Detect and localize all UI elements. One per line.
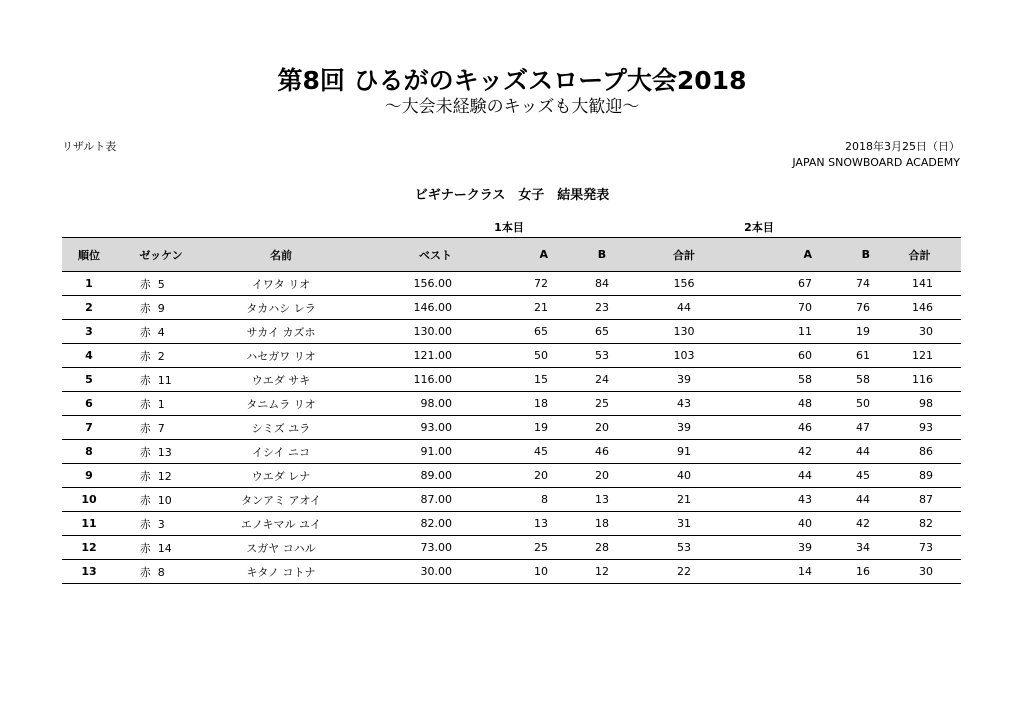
run1-total-cell: 43 <box>646 392 722 416</box>
run1-b-cell: 28 <box>558 536 646 560</box>
bib-number: 1 <box>157 397 165 411</box>
run1-total-cell: 53 <box>646 536 722 560</box>
run2-b-cell: 44 <box>822 440 878 464</box>
run1-b-cell: 84 <box>558 272 646 296</box>
best-cell: 91.00 <box>356 440 458 464</box>
bib-cell <box>116 512 206 536</box>
run1-a-cell: 15 <box>458 368 558 392</box>
name-cell: イシイ ニコ <box>206 440 356 464</box>
run2-b-cell: 74 <box>822 272 878 296</box>
run1-b-cell: 46 <box>558 440 646 464</box>
run2-a-cell: 60 <box>722 344 822 368</box>
rank-cell: 10 <box>62 488 116 512</box>
table-row <box>62 440 961 464</box>
run1-total-cell: 103 <box>646 344 722 368</box>
run1-total-cell: 31 <box>646 512 722 536</box>
table-row <box>62 560 961 584</box>
name-cell: タンアミ アオイ <box>206 488 356 512</box>
document-label: リザルト表 <box>62 140 117 153</box>
run1-b-cell: 13 <box>558 488 646 512</box>
run1-a-cell: 19 <box>458 416 558 440</box>
class-title: ビギナークラス 女子 結果発表 <box>414 188 610 203</box>
col-header-run1-a: A <box>458 238 558 272</box>
bib-cell <box>116 464 206 488</box>
bib-number: 11 <box>157 373 172 387</box>
name-cell: サカイ カズホ <box>206 320 356 344</box>
event-date: 2018年3月25日（日） <box>845 140 960 153</box>
bib-color: 赤 <box>139 493 151 507</box>
bib-number: 10 <box>157 493 172 507</box>
run2-b-cell: 34 <box>822 536 878 560</box>
rank-cell: 9 <box>62 464 116 488</box>
run2-a-cell: 67 <box>722 272 822 296</box>
bib-color: 赤 <box>139 541 151 555</box>
run2-total-cell: 73 <box>878 536 961 560</box>
run2-a-cell: 58 <box>722 368 822 392</box>
run1-b-cell: 20 <box>558 464 646 488</box>
run2-total-cell: 89 <box>878 464 961 488</box>
rank-cell: 7 <box>62 416 116 440</box>
best-cell: 73.00 <box>356 536 458 560</box>
rank-cell: 12 <box>62 536 116 560</box>
run1-a-cell: 21 <box>458 296 558 320</box>
run1-total-cell: 156 <box>646 272 722 296</box>
run2-total-cell: 98 <box>878 392 961 416</box>
bib-cell <box>116 440 206 464</box>
rank-cell: 6 <box>62 392 116 416</box>
run2-b-cell: 44 <box>822 488 878 512</box>
rank-cell: 11 <box>62 512 116 536</box>
run2-total-cell: 141 <box>878 272 961 296</box>
run1-b-cell: 65 <box>558 320 646 344</box>
run2-b-cell: 45 <box>822 464 878 488</box>
run2-a-cell: 14 <box>722 560 822 584</box>
run2-a-cell: 70 <box>722 296 822 320</box>
run1-total-cell: 21 <box>646 488 722 512</box>
table-row <box>62 416 961 440</box>
bib-number: 3 <box>157 517 165 531</box>
name-cell: エノキマル ユイ <box>206 512 356 536</box>
bib-cell <box>116 536 206 560</box>
bib-cell <box>116 392 206 416</box>
header-row <box>62 238 961 272</box>
run2-b-cell: 42 <box>822 512 878 536</box>
table-row <box>62 320 961 344</box>
run1-total-cell: 22 <box>646 560 722 584</box>
run1-total-cell: 40 <box>646 464 722 488</box>
run2-total-cell: 82 <box>878 512 961 536</box>
table-row <box>62 272 961 296</box>
name-cell: ウエダ サキ <box>206 368 356 392</box>
best-cell: 89.00 <box>356 464 458 488</box>
bib-cell <box>116 272 206 296</box>
col-header-run2-total: 合計 <box>878 238 961 272</box>
run1-a-cell: 8 <box>458 488 558 512</box>
run1-a-cell: 10 <box>458 560 558 584</box>
run1-b-cell: 25 <box>558 392 646 416</box>
table-row <box>62 512 961 536</box>
run1-a-cell: 72 <box>458 272 558 296</box>
rank-cell: 2 <box>62 296 116 320</box>
col-header-run1-b: B <box>558 238 646 272</box>
run1-b-cell: 18 <box>558 512 646 536</box>
run1-a-cell: 18 <box>458 392 558 416</box>
run1-a-cell: 45 <box>458 440 558 464</box>
bib-color: 赤 <box>139 517 151 531</box>
run2-total-cell: 116 <box>878 368 961 392</box>
best-cell: 156.00 <box>356 272 458 296</box>
rank-cell: 1 <box>62 272 116 296</box>
run1-a-cell: 50 <box>458 344 558 368</box>
rank-cell: 3 <box>62 320 116 344</box>
name-cell: シミズ ユラ <box>206 416 356 440</box>
table-row <box>62 368 961 392</box>
col-header-name: 名前 <box>206 238 356 272</box>
col-header-bib: ゼッケン <box>116 238 206 272</box>
bib-number: 14 <box>157 541 172 555</box>
run2-b-cell: 61 <box>822 344 878 368</box>
bib-number: 9 <box>157 301 165 315</box>
name-cell: タニムラ リオ <box>206 392 356 416</box>
run2-b-cell: 47 <box>822 416 878 440</box>
col-header-rank: 順位 <box>62 238 116 272</box>
run2-a-cell: 39 <box>722 536 822 560</box>
run2-total-cell: 30 <box>878 320 961 344</box>
bib-number: 7 <box>157 421 165 435</box>
table-row <box>62 536 961 560</box>
best-cell: 121.00 <box>356 344 458 368</box>
run1-b-cell: 23 <box>558 296 646 320</box>
bib-cell <box>116 344 206 368</box>
best-cell: 93.00 <box>356 416 458 440</box>
bib-number: 2 <box>157 349 165 363</box>
bib-cell <box>116 368 206 392</box>
bib-color: 赤 <box>139 445 151 459</box>
name-cell: スガヤ コハル <box>206 536 356 560</box>
run2-a-cell: 42 <box>722 440 822 464</box>
run2-a-cell: 46 <box>722 416 822 440</box>
run1-total-cell: 130 <box>646 320 722 344</box>
rank-cell: 8 <box>62 440 116 464</box>
page-title: 第8回 ひるがのキッズスロープ大会2018 <box>277 66 747 95</box>
run2-b-cell: 16 <box>822 560 878 584</box>
best-cell: 146.00 <box>356 296 458 320</box>
name-cell: タカハシ レラ <box>206 296 356 320</box>
run1-total-cell: 91 <box>646 440 722 464</box>
bib-color: 赤 <box>139 373 151 387</box>
run2-total-cell: 121 <box>878 344 961 368</box>
rank-cell: 4 <box>62 344 116 368</box>
bib-color: 赤 <box>139 469 151 483</box>
col-header-run2-b: B <box>822 238 878 272</box>
best-cell: 82.00 <box>356 512 458 536</box>
run2-b-cell: 19 <box>822 320 878 344</box>
bib-number: 13 <box>157 445 172 459</box>
bib-cell <box>116 560 206 584</box>
table-row <box>62 344 961 368</box>
run2-label: 2本目 <box>744 221 774 234</box>
run1-b-cell: 53 <box>558 344 646 368</box>
bib-cell <box>116 488 206 512</box>
rank-cell: 5 <box>62 368 116 392</box>
bib-color: 赤 <box>139 421 151 435</box>
run1-b-cell: 24 <box>558 368 646 392</box>
run1-b-cell: 12 <box>558 560 646 584</box>
rank-cell: 13 <box>62 560 116 584</box>
page-subtitle: ～大会未経験のキッズも大歓迎～ <box>384 97 640 117</box>
bib-color: 赤 <box>139 301 151 315</box>
bib-color: 赤 <box>139 325 151 339</box>
run1-a-cell: 25 <box>458 536 558 560</box>
bib-number: 8 <box>157 565 165 579</box>
best-cell: 130.00 <box>356 320 458 344</box>
run1-a-cell: 65 <box>458 320 558 344</box>
run1-total-cell: 39 <box>646 416 722 440</box>
bib-cell <box>116 416 206 440</box>
bib-number: 4 <box>157 325 165 339</box>
table-row <box>62 392 961 416</box>
run1-b-cell: 20 <box>558 416 646 440</box>
best-cell: 98.00 <box>356 392 458 416</box>
run1-total-cell: 39 <box>646 368 722 392</box>
name-cell: ハセガワ リオ <box>206 344 356 368</box>
run2-b-cell: 58 <box>822 368 878 392</box>
bib-number: 12 <box>157 469 172 483</box>
run2-a-cell: 11 <box>722 320 822 344</box>
bib-color: 赤 <box>139 277 151 291</box>
run1-label: 1本目 <box>494 221 524 234</box>
organizer-name: JAPAN SNOWBOARD ACADEMY <box>792 156 960 169</box>
bib-cell <box>116 320 206 344</box>
table-row <box>62 464 961 488</box>
best-cell: 87.00 <box>356 488 458 512</box>
run1-a-cell: 20 <box>458 464 558 488</box>
run2-b-cell: 76 <box>822 296 878 320</box>
name-cell: イワタ リオ <box>206 272 356 296</box>
run2-a-cell: 44 <box>722 464 822 488</box>
run2-total-cell: 30 <box>878 560 961 584</box>
bib-color: 赤 <box>139 565 151 579</box>
run2-total-cell: 86 <box>878 440 961 464</box>
col-header-best: ベスト <box>356 238 458 272</box>
bib-number: 5 <box>157 277 165 291</box>
bib-color: 赤 <box>139 397 151 411</box>
run2-a-cell: 48 <box>722 392 822 416</box>
best-cell: 30.00 <box>356 560 458 584</box>
run2-a-cell: 40 <box>722 512 822 536</box>
run2-total-cell: 93 <box>878 416 961 440</box>
name-cell: ウエダ レナ <box>206 464 356 488</box>
col-header-run1-total: 合計 <box>646 238 722 272</box>
best-cell: 116.00 <box>356 368 458 392</box>
col-header-run2-a: A <box>722 238 822 272</box>
run2-a-cell: 43 <box>722 488 822 512</box>
name-cell: キタノ コトナ <box>206 560 356 584</box>
run2-total-cell: 146 <box>878 296 961 320</box>
run1-total-cell: 44 <box>646 296 722 320</box>
run2-b-cell: 50 <box>822 392 878 416</box>
table-row <box>62 296 961 320</box>
run1-a-cell: 13 <box>458 512 558 536</box>
table-row <box>62 488 961 512</box>
bib-cell <box>116 296 206 320</box>
results-table <box>62 237 961 584</box>
bib-color: 赤 <box>139 349 151 363</box>
run2-total-cell: 87 <box>878 488 961 512</box>
